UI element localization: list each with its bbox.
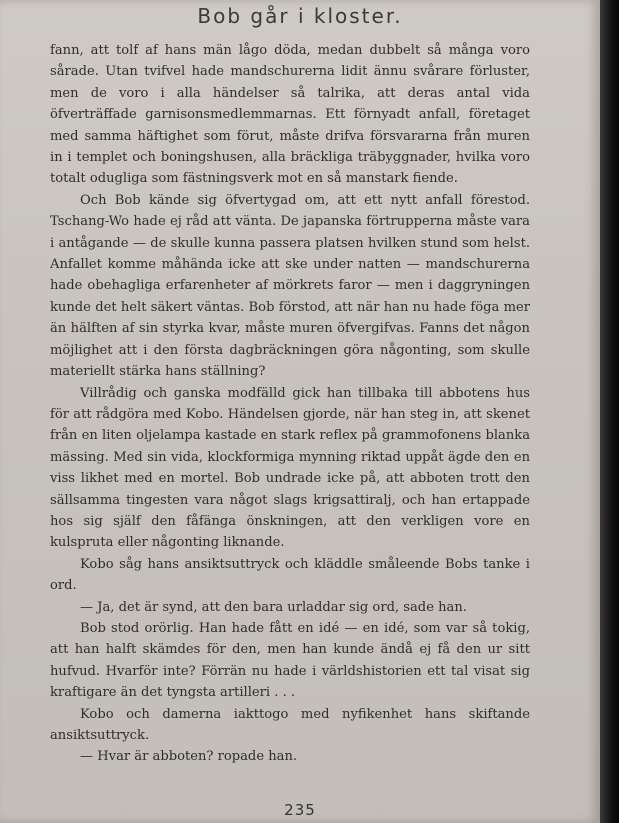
- paragraph-4: Kobo såg hans ansiktsuttryck och kläddle småleende Bobs tanke i ord.: [50, 556, 530, 594]
- paragraph-5: — Ja, det är synd, att den bara urladdar sig ord, sade han.: [80, 599, 467, 615]
- paragraph-7: Kobo och damerna iakttogo med nyfikenhet hans skiftande ansiktsuttryck.: [50, 706, 530, 743]
- body-text: [50, 40, 530, 768]
- paragraph-1: fann, att tolf af hans män lågo döda, medan dubbelt så många voro sårade. Utan tvifvel hade mandschurerna lidit ännu svårare förluster, men de voro i alla händelser så talrika, att deras antal vida öfverträffade garnisonsmedlemmarnas. Ett förnyadt anfall, företaget med samma häftighet som förut, måste drifva försvararna från muren in i templet och boningshusen, alla bräckliga träbyggnader, hvilka voro totalt odugliga som fästningsverk mot en så manstark fiende.: [50, 43, 530, 187]
- paragraph-2: Och Bob kände sig öfvertygad om, att ett nytt anfall förestod. Tschang-Wo hade ej råd att vänta. De japanska förtrupperna måste vara i antågande — de skulle kunna passera platsen hvilken stund som helst. Anfallet komme måhända icke att ske under natten — mandschurerna hade obehagliga erfarenheter af mörkrets faror — men i daggryningen kunde det helt säkert väntas. Bob förstod, att när han nu hade föga mer än hälften af sin styrka kvar, måste muren öfvergifvas. Fanns det någon möjlighet att i den första dagbräckningen göra någonting, som skulle materiellt stärka hans ställning?: [50, 192, 530, 380]
- paragraph-6: Bob stod orörlig. Han hade fått en idé — en idé, som var så tokig, att han halft skämdes för den, men han kunde ändå ej få den ur sitt hufvud. Hvarför inte? Förrän nu hade i världshistorien ett tal visat sig kraftigare än det tyngsta artilleri . . .: [50, 620, 530, 701]
- paragraph-8: — Hvar är abboten? ropade han.: [80, 749, 298, 765]
- running-head: Bob går i kloster.: [197, 4, 403, 28]
- paragraph-3: Villrådig och ganska modfälld gick han tillbaka till abbotens hus för att rådgöra med Kobo. Händelsen gjorde, när han steg in, att skenet från en liten oljelampa kastade en stark reflex på grammofonens blanka mässing. Med sin vida, klockformiga mynning riktad uppåt ägde den en viss likhet med en mortel. Bob undrade icke på, att abboten trott den sällsamma tingesten vara något slags krigsattiralj, och han ertappade hos sig själf den fåfänga önskningen, att den verkligen vore en kulspruta eller någonting liknande.: [50, 385, 530, 551]
- dark-page-edge: [600, 0, 619, 823]
- page-number: 235: [284, 801, 316, 819]
